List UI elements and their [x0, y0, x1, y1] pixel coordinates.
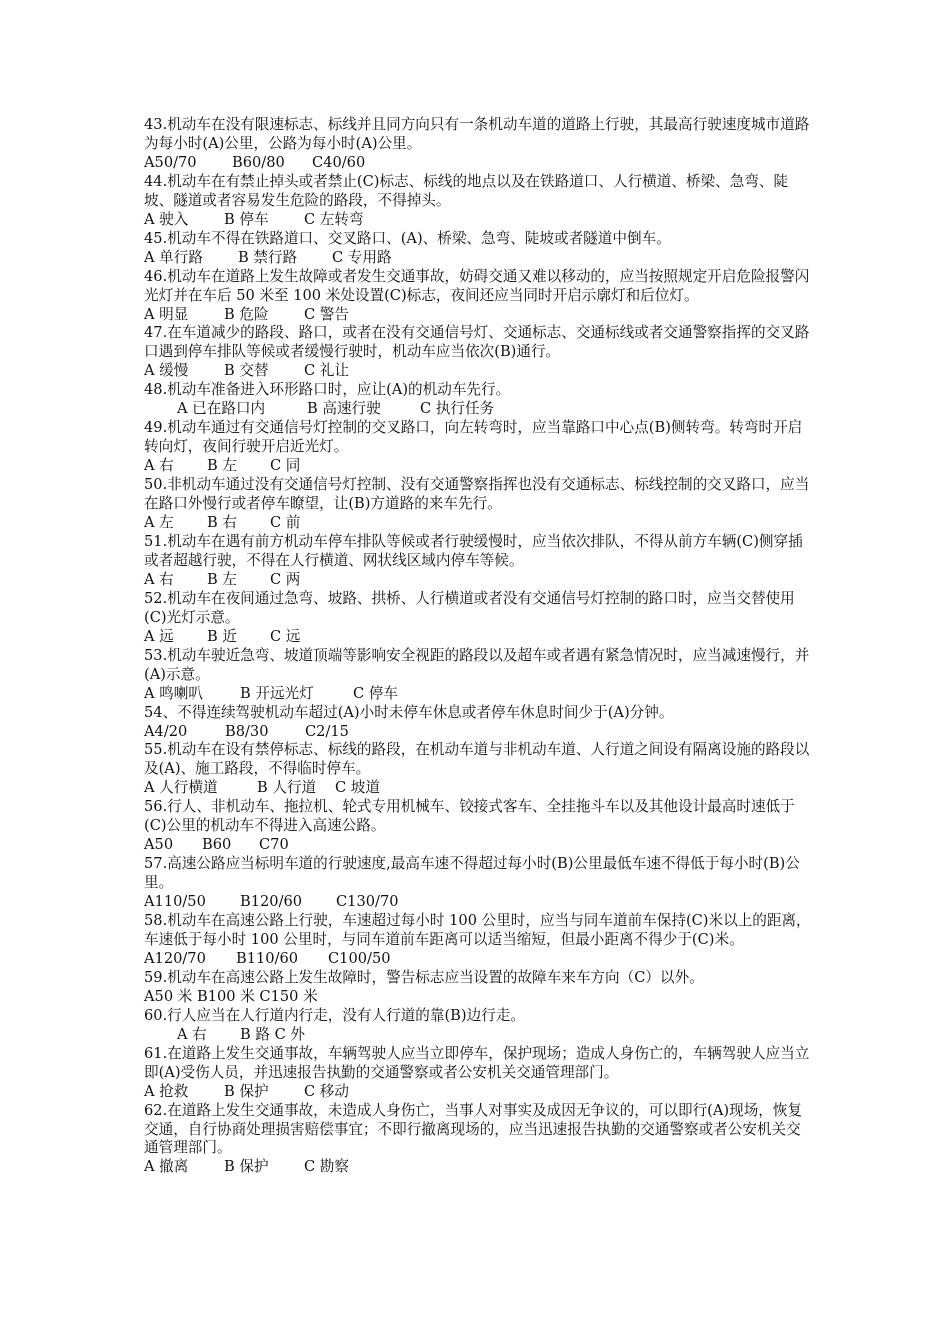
answer-option: A 右 — [177, 1025, 207, 1043]
answer-option: A 远 — [144, 627, 174, 645]
answer-option: B 近 — [207, 627, 237, 645]
question-text: 54、不得连续驾驶机动车超过(A)小时未停车休息或者停车休息时间少于(A)分钟。 — [144, 703, 674, 721]
question-text: 61.在道路上发生交通事故，车辆驾驶人应当立即停车，保护现场；造成人身伤亡的，车辆驾驶人应当立即(A)受伤人员，并迅速报告执勤的交通警察或者公安机关交通管理部门。 — [144, 1044, 810, 1081]
answer-option: A 撤离 — [144, 1158, 189, 1176]
answer-option: A 缓慢 — [144, 362, 189, 380]
answer-option: C2/15 — [305, 722, 349, 740]
answer-option: B 高速行驶 — [307, 400, 381, 418]
answer-option: B 停车 — [224, 210, 269, 228]
answer-options — [144, 362, 814, 381]
answer-option: C 左转弯 — [304, 210, 364, 228]
answer-option: C 坡道 — [335, 779, 380, 797]
question-text: 50.非机动车通过没有交通信号灯控制、没有交通警察指挥也没有交通标志、标线控制的交叉路口，应当在路口外慢行或者停车瞭望，让(B)方道路的来车先行。 — [144, 476, 810, 513]
question-text: 43.机动车在没有限速标志、标线并且同方向只有一条机动车道的道路上行驶，其最高行驶速度城市道路为每小时(A)公里，公路为每小时(A)公里。 — [144, 116, 810, 152]
question-text: 55.机动车在设有禁停标志、标线的路段，在机动车道与非机动车道、人行道之间设有隔离设施的路段以及(A)、施工路段，不得临时停车。 — [144, 741, 810, 778]
answer-option: A 已在路口内 — [177, 400, 266, 418]
question-text: 56.行人、非机动车、拖拉机、轮式专用机械车、铰接式客车、全挂拖斗车以及其他设计最高时速低于(C)公里的机动车不得进入高速公路。 — [144, 798, 795, 835]
answer-option: C 勘察 — [304, 1158, 349, 1176]
question-text: 62.在道路上发生交通事故，未造成人身伤亡，当事人对事实及成因无争议的，可以即行(A)现场，恢复交通，自行协商处理损害赔偿事宜；不即行撤离现场的，应当迅速报告执勤的交通警察或者公安机关交通管理部门。 — [144, 1101, 803, 1157]
answer-option: B 人行道 — [257, 779, 317, 797]
question-text: 57.高速公路应当标明车道的行驶速度,最高车速不得超过每小时(B)公里最低车速不得低于每小时(B)公里。 — [144, 855, 800, 892]
answer-option: B 保护 — [224, 1082, 269, 1100]
question-text: 46.机动车在道路上发生故障或者发生交通事故，妨碍交通又难以移动的，应当按照规定开启危险报警闪光灯并在车后 50 米至 100 米处设置(C)标志，夜间还应当同时开启示廓灯和后位灯。 — [144, 267, 810, 304]
answer-options — [144, 779, 814, 798]
answer-option: B 路 C 外 — [240, 1025, 305, 1043]
question-text: 60.行人应当在人行道内行走，没有人行道的靠(B)边行走。 — [144, 1006, 525, 1024]
question-text: 51.机动车在遇有前方机动车停车排队等候或者行驶缓慢时，应当依次排队，不得从前方车辆(C)侧穿插或者超越行驶，不得在人行横道、网状线区域内停车等候。 — [144, 532, 803, 569]
answer-options — [144, 571, 814, 590]
answer-option: B8/30 — [225, 722, 269, 740]
answer-option: C130/70 — [336, 893, 399, 911]
question-text: 47.在车道减少的路段、路口，或者在没有交通信号灯、交通标志、交通标线或者交通警察指挥的交叉路口遇到停车排队等候或者缓慢行驶时，机动车应当依次(B)通行。 — [144, 324, 810, 361]
answer-option: B110/60 — [236, 949, 299, 967]
answer-option: B60/80 — [232, 153, 285, 171]
answer-option: C 礼让 — [304, 362, 349, 380]
answer-options — [144, 1158, 814, 1177]
answer-options — [144, 211, 814, 230]
answer-option: A120/70 — [144, 949, 206, 967]
answer-options — [144, 950, 814, 969]
question-text: 52.机动车在夜间通过急弯、坡路、拱桥、人行横道或者没有交通信号灯控制的路口时，应当交替使用(C)光灯示意。 — [144, 589, 795, 626]
answer-option: B 保护 — [224, 1158, 269, 1176]
answer-option: B 左 — [207, 457, 237, 475]
answer-option: B 危险 — [224, 305, 269, 323]
answer-options — [144, 836, 814, 855]
answer-option: A 单行路 — [144, 248, 203, 266]
answer-option: C 警告 — [304, 305, 349, 323]
answer-option: C 同 — [270, 457, 301, 475]
answer-option: A50 — [144, 836, 174, 854]
document-page — [144, 116, 814, 1177]
answer-option: B 左 — [207, 570, 237, 588]
answer-option: B120/60 — [240, 893, 303, 911]
answer-options — [144, 1026, 814, 1045]
answer-options — [144, 893, 814, 912]
answer-options — [144, 988, 814, 1007]
answer-option: C 两 — [270, 570, 301, 588]
answer-option: C100/50 — [328, 949, 391, 967]
answer-option: A110/50 — [144, 893, 206, 911]
answer-option: A 右 — [144, 570, 174, 588]
answer-option: B 禁行路 — [238, 248, 298, 266]
answer-options — [144, 514, 814, 533]
answer-option: A 左 — [144, 514, 174, 532]
answer-options — [144, 249, 814, 268]
answer-options — [144, 154, 814, 173]
answer-options — [144, 1083, 814, 1102]
answer-option: B 右 — [207, 514, 237, 532]
answer-option: A 驶入 — [144, 210, 189, 228]
answer-option: C 执行任务 — [420, 400, 495, 418]
answer-option: A 抢救 — [144, 1082, 189, 1100]
answer-options — [144, 306, 814, 325]
question-text: 58.机动车在高速公路上行驶，车速超过每小时 100 公里时，应当与同车道前车保持(C)米以上的距离，车速低于每小时 100 公里时，与同车道前车距离可以适当缩短，但最小距离不得少于(C)米。 — [144, 912, 811, 948]
answer-options — [144, 685, 814, 704]
answer-option: A 鸣喇叭 — [144, 684, 203, 702]
question-text: 49.机动车通过有交通信号灯控制的交叉路口，向左转弯时，应当靠路口中心点(B)侧转弯。转弯时开启转向灯，夜间行驶开启近光灯。 — [144, 419, 803, 456]
question-text: 45.机动车不得在铁路道口、交叉路口、(A)、桥梁、急弯、陡坡或者隧道中倒车。 — [144, 229, 671, 247]
answer-options — [144, 457, 814, 476]
answer-option: C 专用路 — [332, 248, 392, 266]
answer-option: B 交替 — [224, 362, 269, 380]
question-text: 59.机动车在高速公路上发生故障时，警告标志应当设置的故障车来车方向（C）以外。 — [144, 968, 704, 986]
answer-option: C 停车 — [353, 684, 398, 702]
answer-option: A 右 — [144, 457, 174, 475]
answer-option: C 移动 — [304, 1082, 349, 1100]
question-text: 44.机动车在有禁止掉头或者禁止(C)标志、标线的地点以及在铁路道口、人行横道、桥梁、急弯、陡坡、隧道或者容易发生危险的路段，不得掉头。 — [144, 172, 789, 209]
answer-option: B 开远光灯 — [240, 684, 314, 702]
answer-option: A50 米 B100 米 C150 米 — [144, 987, 318, 1005]
answer-option: C 前 — [270, 514, 301, 532]
answer-options — [144, 400, 814, 419]
answer-option: A 明显 — [144, 305, 189, 323]
answer-option: C40/60 — [312, 153, 366, 171]
answer-option: A50/70 — [144, 153, 197, 171]
question-text: 48.机动车准备进入环形路口时，应让(A)的机动车先行。 — [144, 381, 511, 399]
answer-option: A4/20 — [144, 722, 188, 740]
question-text: 53.机动车驶近急弯、坡道顶端等影响安全视距的路段以及超车或者遇有紧急情况时，应当减速慢行，并(A)示意。 — [144, 646, 810, 683]
answer-option: C 远 — [270, 627, 301, 645]
answer-option: C70 — [259, 836, 289, 854]
answer-option: A 人行横道 — [144, 779, 218, 797]
answer-option: B60 — [202, 836, 232, 854]
answer-options — [144, 723, 814, 742]
answer-options — [144, 628, 814, 647]
